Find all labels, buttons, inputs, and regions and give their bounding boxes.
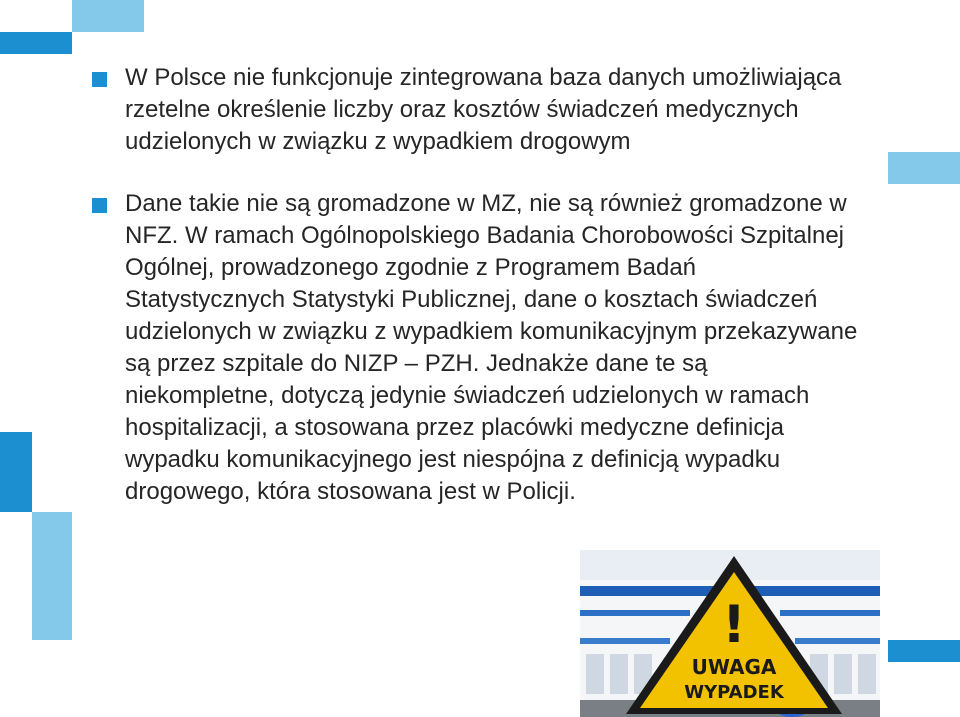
accident-warning-photo [580,550,880,717]
deco-block-right-light [888,152,960,184]
deco-block-top-light [72,0,144,32]
bullet-text: W Polsce nie funkcjonuje zintegrowana baza danych umożliwiająca rzetelne określenie liczby oraz kosztów świadczeń medycznych udzielonych w związku z wypadkiem drogowym [125,64,842,155]
deco-block-top-dark [0,32,72,54]
bullet-text: Dane takie nie są gromadzone w MZ, nie są również gromadzone w NFZ. W ramach Ogólnopolskiego Badania Chorobowości Szpitalnej Ogólnej, prowadzonego zgodnie z Programem Badań Statystycznych Statystyki Publicznej, dane o kosztach świadczeń udzielonych w związku z wypadkiem komunikacyjnym przekazywane są przez szpitale do NIZP – PZH. Jednakże dane te są niekompletne, dotyczą jedynie świadczeń udzielonych w ramach hospitalizacji, a stosowana przez placówki medyczne definicja wypadku komunikacyjnego jest niespójna z definicją wypadku drogowego, która stosowana jest w Policji. [125,190,858,505]
deco-block-left-dark [0,432,32,512]
sign-exclamation: ! [722,595,746,655]
bullet-list [92,62,862,538]
sign-line-1: UWAGA [691,655,777,679]
bullet-item [92,188,862,508]
bullet-square-icon [92,198,107,213]
deco-block-right-dark [888,640,960,662]
sign-line-2: WYPADEK [684,682,784,703]
bullet-item [92,62,862,158]
bullet-square-icon [92,72,107,87]
deco-block-left-light [32,512,72,640]
